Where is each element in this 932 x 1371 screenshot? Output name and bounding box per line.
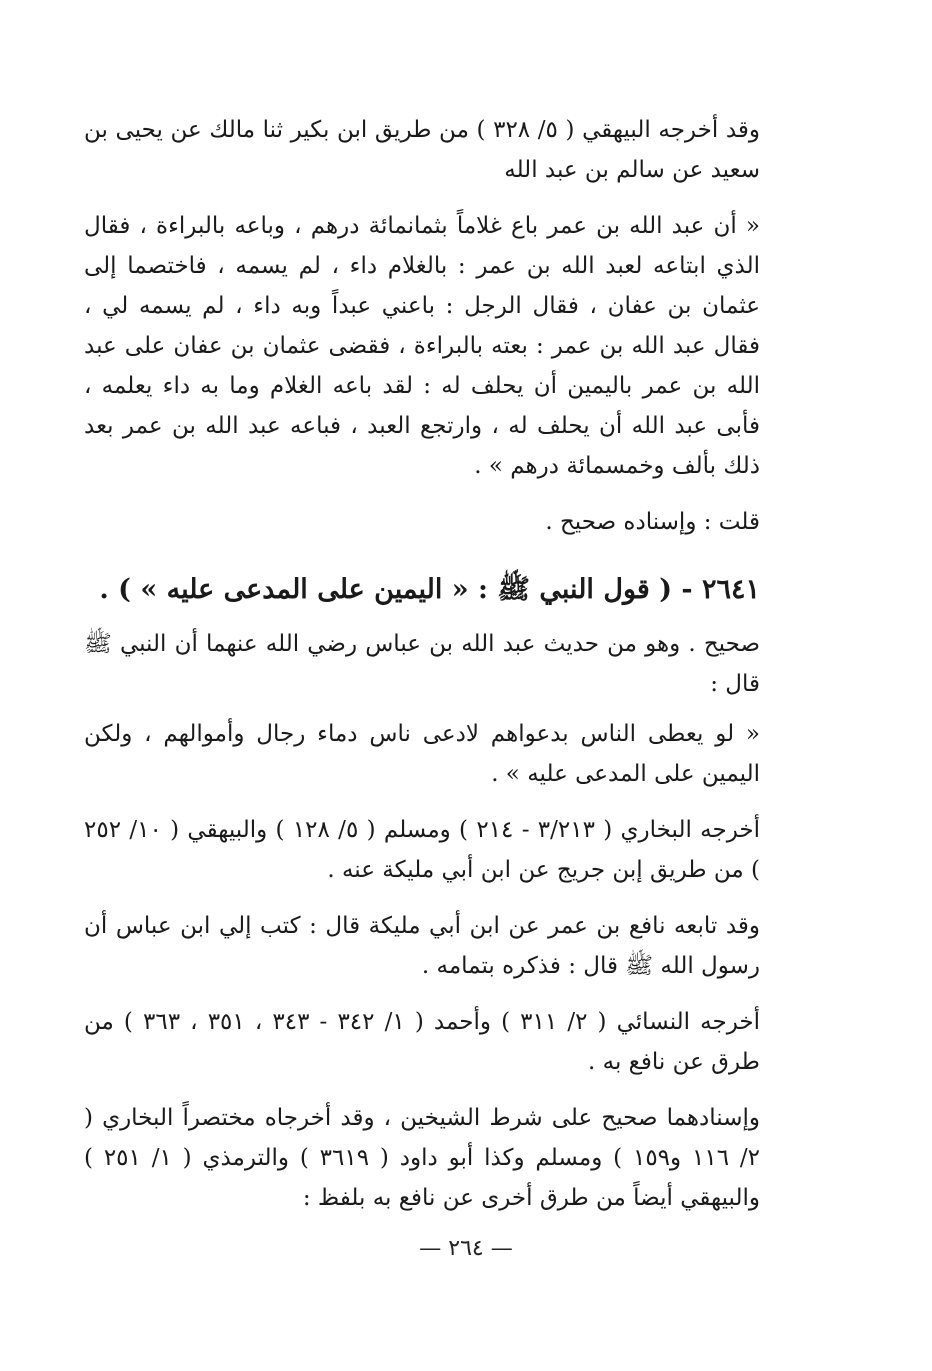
paragraph-hadith-quote: « لو يعطى الناس بدعواهم لادعى ناس دماء رجال وأموالهم ، ولكن اليمين على المدعى عليه » . [84,721,760,787]
paragraph-takhrij-nasai: أخرجه النسائي ( ٢/ ٣١١ ) وأحمد ( ١/ ٣٤٢ - ٣٤٣ ، ٣٥١ ، ٣٦٣ ) من طرق عن نافع به . [84,1009,760,1075]
paragraph-mutaba: وقد تابعه نافع بن عمر عن ابن أبي مليكة قال : كتب إلي ابن عباس أن رسول الله ﷺ قال : فذكره بتمامه . [84,913,760,979]
paragraph-takhrij-bukhari: أخرجه البخاري ( ٣/٢١٣ - ٢١٤ ) ومسلم ( ٥/ ١٢٨ ) والبيهقي ( ١٠/ ٢٥٢ ) من طريق إبن جريج عن ابن أبي مليكة عنه . [84,817,761,883]
paragraph-isnad-note: قلت : وإسناده صحيح . [545,509,760,535]
paragraph-hadith-text: « أن عبد الله بن عمر باع غلاماً بثمانمائة درهم ، وباعه بالبراءة ، فقال الذي ابتاعه لعبد الله بن عمر : بالغلام داء ، لم يسمه ، فاختصما إلى عثمان بن عفان ، فقال الرجل : باعني عبداً وبه داء ، لم يسمه لي ، فقال عبد الله بن عمر : بعته بالبراءة ، فقضى عثمان بن عفان على عبد الله بن عمر باليمين أن يحلف له : لقد باعه الغلام وما به داء يعلمه ، فأبى عبد الله أن يحلف له ، وارتجع العبد ، فباعه عبد الله بن عمر بعد ذلك بألف وخمسمائة درهم » . [84,213,760,479]
paragraph-grading: صحيح . وهو من حديث عبد الله بن عباس رضي الله عنهما أن النبي ﷺ قال : [84,631,760,697]
paragraph-baihaqi-chain: وقد أخرجه البيهقي ( ٥/ ٣٢٨ ) من طريق ابن بكير ثنا مالك عن يحيى بن سعيد عن سالم بن عبد الله [84,117,760,183]
paragraph-isnad-sahih: وإسنادهما صحيح على شرط الشيخين ، وقد أخرجاه مختصراً البخاري ( ٢/ ١١٦ و١٥٩ ) ومسلم وكذا أبو داود ( ٣٦١٩ ) والترمذي ( ١/ ٢٥١ ) والبيهقي أيضاً من طرق أخرى عن نافع به بلفظ : [84,1105,760,1211]
page-number: — ٢٦٤ — [419,1236,513,1261]
page-body [84,110,760,1234]
hadith-heading: ٢٦٤١ - ( قول النبي ﷺ : « اليمين على المدعى عليه » ) . [99,574,760,605]
